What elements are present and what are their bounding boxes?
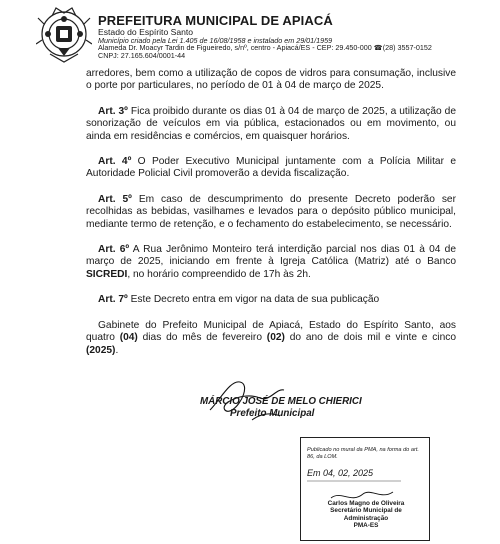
article-6-label: Art. 6º [98,244,130,256]
article-7 [86,294,456,306]
header-title: PREFEITURA MUNICIPAL DE APIACÁ [98,13,333,28]
stamp-text: Publicado no mural da PMA, na forma do art. 86, da LOM. [307,447,419,460]
closing-text-2: dias do mês de fevereiro [142,332,262,344]
header-cnpj: CNPJ: 27.165.604/0001-44 [98,50,186,60]
closing-end: . [115,344,119,356]
closing-year: (2025) [86,344,116,356]
signer-role: Prefeito Municipal [230,408,315,419]
article-6-text-end: , no horário compreendido de 17h às 2h. [127,268,311,280]
article-3-label: Art. 3º [98,105,128,117]
article-4 [86,156,456,181]
article-5-text: Em caso de descumprimento do presente Decreto poderão ser recolhidas as bebidas, vasilhames e levados para o depósito público municipal, mediante termo de retenção, e o fechamento do estabelecimento, se necessário. [86,193,456,230]
header-law: Município criado pela Lei 1.405 de 16/08/1958 e instalado em 29/01/1959 [98,35,333,45]
header-state: Estado do Espírito Santo [98,26,194,37]
article-6-text: A Rua Jerônimo Monteiro terá interdição parcial nos dias 01 à 04 de março de 2025, iniciando em frente à Igreja Católica (Matriz) até o Banco [86,244,456,268]
signature-block [180,370,430,432]
article-5 [86,194,456,231]
stamp-signer [301,500,431,530]
stamp-date: Em 04, 02, 2025 [307,468,374,478]
article-6-bank: SICREDI [86,268,128,280]
article-4-text: O Poder Executivo Municipal juntamente com a Polícia Militar e Autoridade Policial Civil promoverão a devida fiscalização. [86,156,456,180]
coat-of-arms-icon [36,4,92,64]
closing-text: Gabinete do Prefeito Municipal de Apiacá, Estado do Espírito Santo, aos quatro [86,319,456,344]
closing-text-3: do ano de dois mil e vinte e cinco [289,332,456,344]
signer-name: MÁRCIO JOSÉ DE MELO CHIERICI [200,396,362,407]
article-5-label: Art. 5º [98,193,132,205]
stamp-signer-title: Secretário Municipal de [330,507,402,515]
article-3-text: Fica proibido durante os dias 01 à 04 de março de 2025, a utilização de sonorização de veículos em via pública, estacionados ou em movimento, ou ainda em residências e comércios, em quaisquer horários. [86,105,456,142]
article-7-label: Art. 7º [98,294,128,306]
header-address: Alameda Dr. Moacyr Tardin de Figueiredo, s/nº, centro - Apiacá/ES - CEP: 29.450-000 ☎(28) 3557-0152 [98,43,432,53]
publication-stamp [300,437,430,541]
closing-month: (02) [266,332,285,344]
article-6 [86,244,456,281]
stamp-signer-org: PMA-ES [353,522,379,530]
article-3 [86,106,456,143]
letterhead [36,4,476,66]
closing-day: (04) [119,332,138,344]
intro-paragraph: arredores, bem como a utilização de copos de vidros para consumação, inclusive o porte por particulares, no período de 01 à 04 de março de 2025. [86,68,456,92]
stamp-signer-dept: Administração [343,514,389,522]
stamp-signer-name: Carlos Magno de Oliveira [327,500,405,507]
article-4-label: Art. 4º [98,156,132,168]
closing-paragraph [86,320,456,357]
article-7-text: Este Decreto entra em vigor na data de sua publicação [130,294,380,306]
decree-body [86,68,456,357]
